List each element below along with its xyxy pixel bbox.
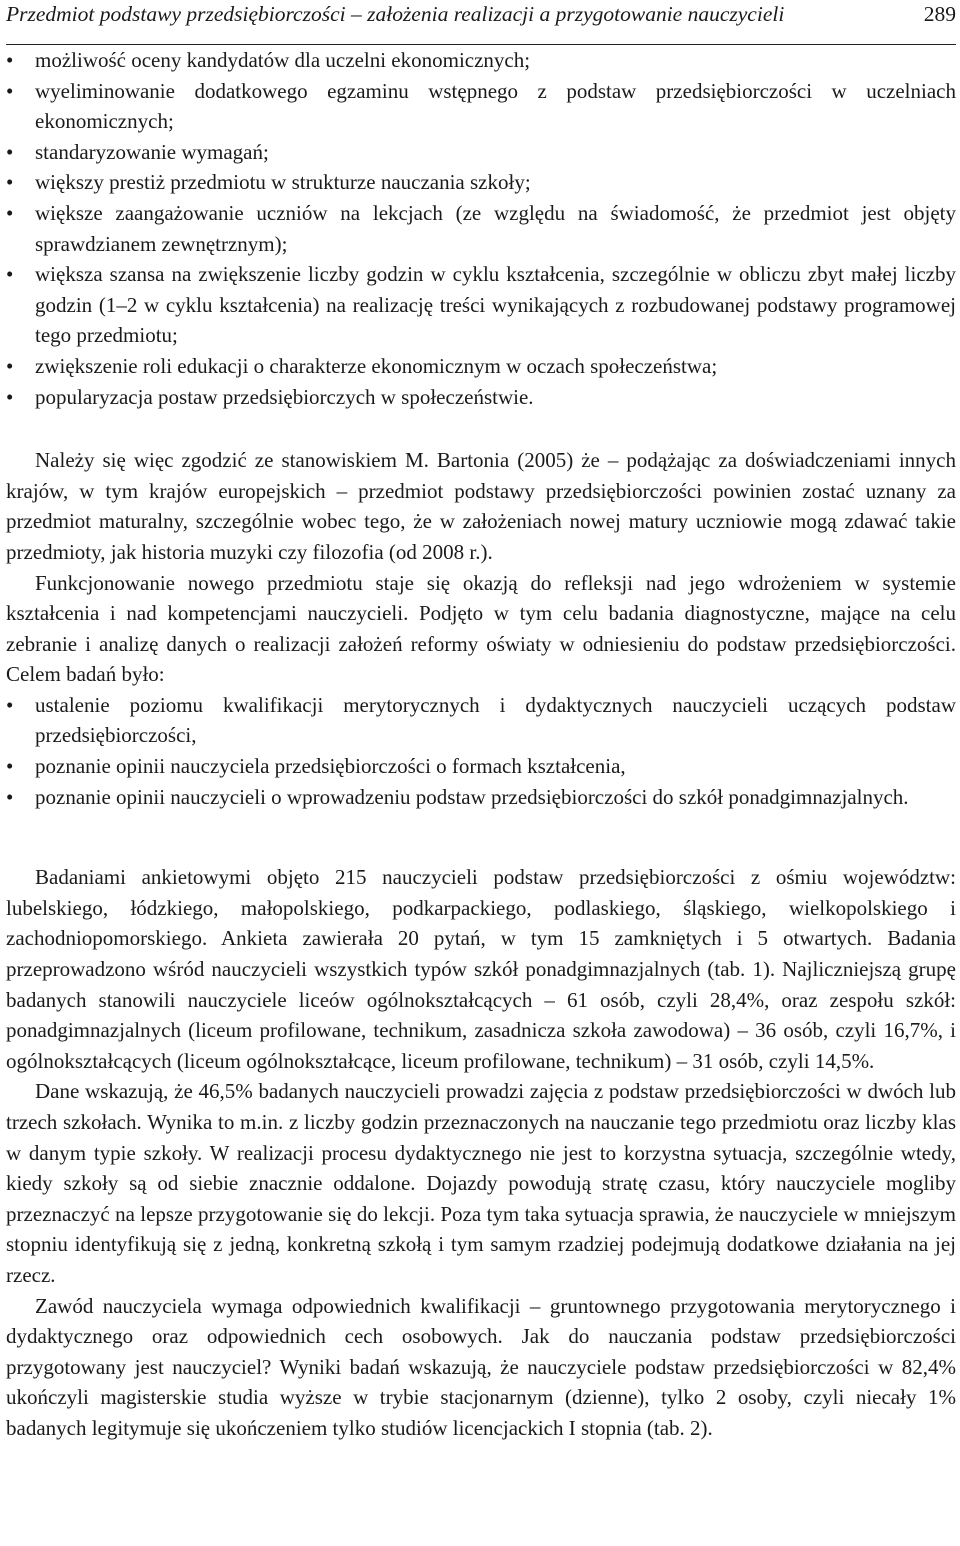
bullet-icon: • bbox=[6, 754, 14, 779]
list-item-text: większy prestiż przedmiotu w strukturze nauczania szkoły; bbox=[35, 170, 531, 195]
bullet-icon: • bbox=[6, 48, 14, 72]
bullet-icon: • bbox=[6, 784, 14, 809]
bullet-icon: • bbox=[6, 78, 14, 103]
list-item bbox=[6, 259, 956, 351]
list-item bbox=[6, 751, 956, 782]
list-item bbox=[6, 351, 956, 382]
document-page bbox=[6, 0, 956, 1444]
paragraph: Badaniami ankietowymi objęto 215 nauczycieli podstaw przedsiębiorczości z ośmiu województw: lubelskiego, łódzkiego, małopolskiego, podkarpackiego, podlaskiego, śląskiego, wielkopolskiego i zachodniopomorskiego. Ankieta zawierała 20 pytań, w tym 15 zamkniętych i 5 otwartych. Badania przeprowadzono wśród nauczycieli wszystkich typów szkół ponadgimnazjalnych (tab. 1). Najliczniejszą grupę badanych stanowili nauczyciele liceów ogólnokształcących – 61 osób, czyli 28,4%, oraz zespołu szkół: ponadgimnazjalnych (liceum profilowane, technikum, zasadnicza szkoła zawodowa) – 36 osób, czyli 16,7%, i ogólnokształcących (liceum ogólnokształcące, liceum profilowane, technikum) – 31 osób, czyli 14,5%. bbox=[6, 865, 956, 1073]
list-item-text: wyeliminowanie dodatkowego egzaminu wstępnego z podstaw przedsiębiorczości w uczelniach ekonomicznych; bbox=[35, 78, 956, 134]
list-item-text: popularyzacja postaw przedsiębiorczych w społeczeństwie. bbox=[35, 384, 534, 409]
list-item bbox=[6, 45, 956, 76]
bullet-icon: • bbox=[6, 353, 14, 378]
list-item-text: większe zaangażowanie uczniów na lekcjach (ze względu na świadomość, że przedmiot jest objęty sprawdzianem zewnętrznym); bbox=[35, 200, 956, 256]
list-item-text: ustalenie poziomu kwalifikacji merytorycznych i dydaktycznych nauczycieli uczących podstaw przedsiębiorczości, bbox=[35, 692, 956, 748]
paragraph: Zawód nauczyciela wymaga odpowiednich kwalifikacji – gruntownego przygotowania merytorycznego i dydaktycznego oraz odpowiednich cech osobowych. Jak do nauczania podstaw przedsiębiorczości przygotowany jest nauczyciel? Wyniki badań wskazują, że nauczyciele podstaw przedsiębiorczości w 82,4% ukończyli magisterskie studia wyższe w trybie stacjonarnym (dzienne), tylko 2 osoby, czyli niecały 1% badanych legitymuje się ukończeniem tylko studiów licencjackich I stopnia (tab. 2). bbox=[6, 1293, 956, 1440]
list-item-text: zwiększenie roli edukacji o charakterze ekonomicznym w oczach społeczeństwa; bbox=[35, 353, 718, 378]
list-item-text: poznanie opinii nauczycieli o wprowadzeniu podstaw przedsiębiorczości do szkół ponadgimnazjalnych. bbox=[35, 784, 909, 809]
list-item bbox=[6, 76, 956, 137]
paragraph: Należy się więc zgodzić ze stanowiskiem M. Bartonia (2005) że – podążając za doświadczeniami innych krajów, w tym krajów europejskich – przedmiot podstawy przedsiębiorczości powinien zostać uznany za przedmiot maturalny, szczególnie wobec tego, że w założeniach nowej matury uczniowie mogą zdawać takie przedmioty, jak historia muzyki czy filozofia (od 2008 r.). bbox=[6, 448, 956, 564]
list-item-text: większa szansa na zwiększenie liczby godzin w cyklu kształcenia, szczególnie w obliczu zbyt małej liczby godzin (1–2 w cyklu kształcenia) na realizację treści wynikających z rozbudowanej podstawy programowej tego przedmiotu; bbox=[35, 262, 956, 348]
bullet-list-research-goals bbox=[6, 690, 956, 812]
list-item-text: standaryzowanie wymagań; bbox=[35, 139, 269, 164]
list-item bbox=[6, 167, 956, 198]
list-item bbox=[6, 690, 956, 751]
bullet-icon: • bbox=[6, 692, 14, 717]
list-item bbox=[6, 382, 956, 413]
list-item bbox=[6, 782, 956, 813]
list-item bbox=[6, 137, 956, 168]
bullet-icon: • bbox=[6, 384, 14, 409]
bullet-icon: • bbox=[6, 139, 14, 164]
page-number: 289 bbox=[923, 2, 956, 26]
paragraph: Dane wskazują, że 46,5% badanych nauczycieli prowadzi zajęcia z podstaw przedsiębiorczości w dwóch lub trzech szkołach. Wynika to m.in. z liczby godzin przeznaczonych na nauczanie tego przedmiotu oraz liczby klas w danym typie szkoły. W realizacji procesu dydaktycznego nie jest to korzystna sytuacja, szczególnie wtedy, kiedy szkoły są od siebie znacznie oddalone. Dojazdy powodują stratę czasu, który nauczyciele mogliby przeznaczyć na lepsze przygotowanie się do lekcji. Poza tym taka sytuacja sprawia, że nauczyciele w mniejszym stopniu identyfikują się z jedną, konkretną szkołą i tym samym rzadziej podejmują dodatkowe działania na jej rzecz. bbox=[6, 1079, 956, 1287]
body-text bbox=[6, 45, 956, 1444]
paragraph: Funkcjonowanie nowego przedmiotu staje się okazją do refleksji nad jego wdrożeniem w systemie kształcenia i nad kompetencjami nauczycieli. Podjęto w tym celu badania diagnostyczne, mające na celu zebranie i analizę danych o realizacji założeń reformy oświaty w odniesieniu do podstaw przedsiębiorczości. Celem badań było: bbox=[6, 570, 956, 687]
list-item-text: poznanie opinii nauczyciela przedsiębiorczości o formach kształcenia, bbox=[35, 754, 626, 779]
bullet-icon: • bbox=[6, 262, 14, 287]
bullet-icon: • bbox=[6, 200, 14, 225]
bullet-list-benefits bbox=[6, 45, 956, 412]
running-header bbox=[6, 0, 956, 45]
bullet-icon: • bbox=[6, 170, 14, 195]
list-item bbox=[6, 198, 956, 259]
list-item-text: możliwość oceny kandydatów dla uczelni ekonomicznych; bbox=[35, 48, 531, 72]
running-title: Przedmiot podstawy przedsiębiorczości – założenia realizacji a przygotowanie nauczycieli bbox=[6, 2, 785, 26]
